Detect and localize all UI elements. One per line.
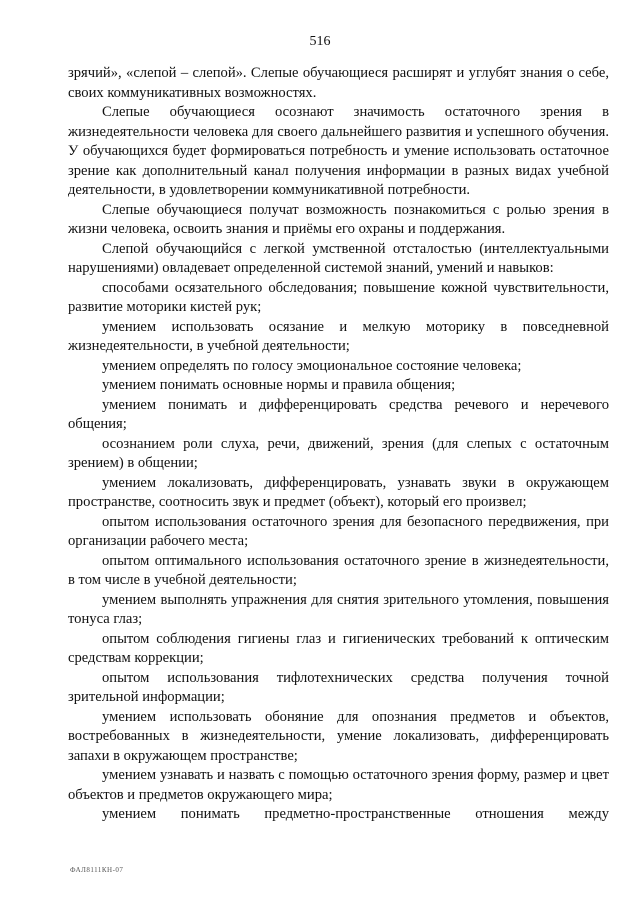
document-body [68,64,609,825]
list-item: осознанием роли слуха, речи, движений, зрения (для слепых с остаточным зрением) в общении; [68,435,609,471]
list-item: умением использовать осязание и мелкую моторику в повседневной жизнедеятельности, в учебной деятельности; [68,318,609,354]
list-item: опытом оптимального использования остаточного зрение в жизнедеятельности, в том числе в учебной деятельности; [68,552,609,588]
list-item: умением локализовать, дифференцировать, узнавать звуки в окружающем пространстве, соотносить звук и предмет (объект), который его произвел; [68,474,609,510]
footer-code: ФАЛ8111КН-07 [70,866,124,874]
list-item: умением узнавать и назвать с помощью остаточного зрения форму, размер и цвет объектов и предметов окружающего мира; [68,767,609,803]
list-item: умением понимать и дифференцировать средства речевого и неречевого общения; [68,396,609,432]
list-item: опытом использования остаточного зрения для безопасного передвижения, при организации рабочего места; [68,513,609,549]
list-item: умением использовать обоняние для опознания предметов и объектов, востребованных в жизнедеятельности, умение локализовать, дифференцировать запахи в окружающем пространстве; [68,708,609,764]
paragraph: Слепые обучающиеся получат возможность познакомиться с ролью зрения в жизни человека, освоить знания и приёмы его охраны и поддержания. [68,201,609,237]
paragraph: Слепой обучающийся с легкой умственной отсталостью (интеллектуальными нарушениями) овладевает определенной системой знаний, умений и навыков: [68,240,609,276]
list-item: способами осязательного обследования; повышение кожной чувствительности, развитие моторики кистей рук; [68,279,609,315]
list-item: умением понимать предметно-пространственные отношения между [102,806,609,822]
page-number: 516 [309,34,331,49]
paragraph: зрячий», «слепой – слепой». Слепые обучающиеся расширят и углубят знания о себе, своих коммуникативных возможностях. [68,65,609,101]
list-item: умением понимать основные нормы и правила общения; [102,377,456,393]
list-item: опытом соблюдения гигиены глаз и гигиенических требований к оптическим средствам коррекции; [68,630,609,666]
paragraph: Слепые обучающиеся осознают значимость остаточного зрения в жизнедеятельности человека для своего дальнейшего развития и успешного обучения. У обучающихся будет формироваться потребность и умение использовать остаточное зрение как дополнительный канал получения информации в разных видах учебной деятельности, в удовлетворении коммуникативной потребности. [68,104,609,198]
list-item: умением определять по голосу эмоциональное состояние человека; [102,357,522,374]
list-item: опытом использования тифлотехнических средства получения точной зрительной информации; [68,669,609,705]
list-item: умением выполнять упражнения для снятия зрительного утомления, повышения тонуса глаз; [68,591,609,627]
